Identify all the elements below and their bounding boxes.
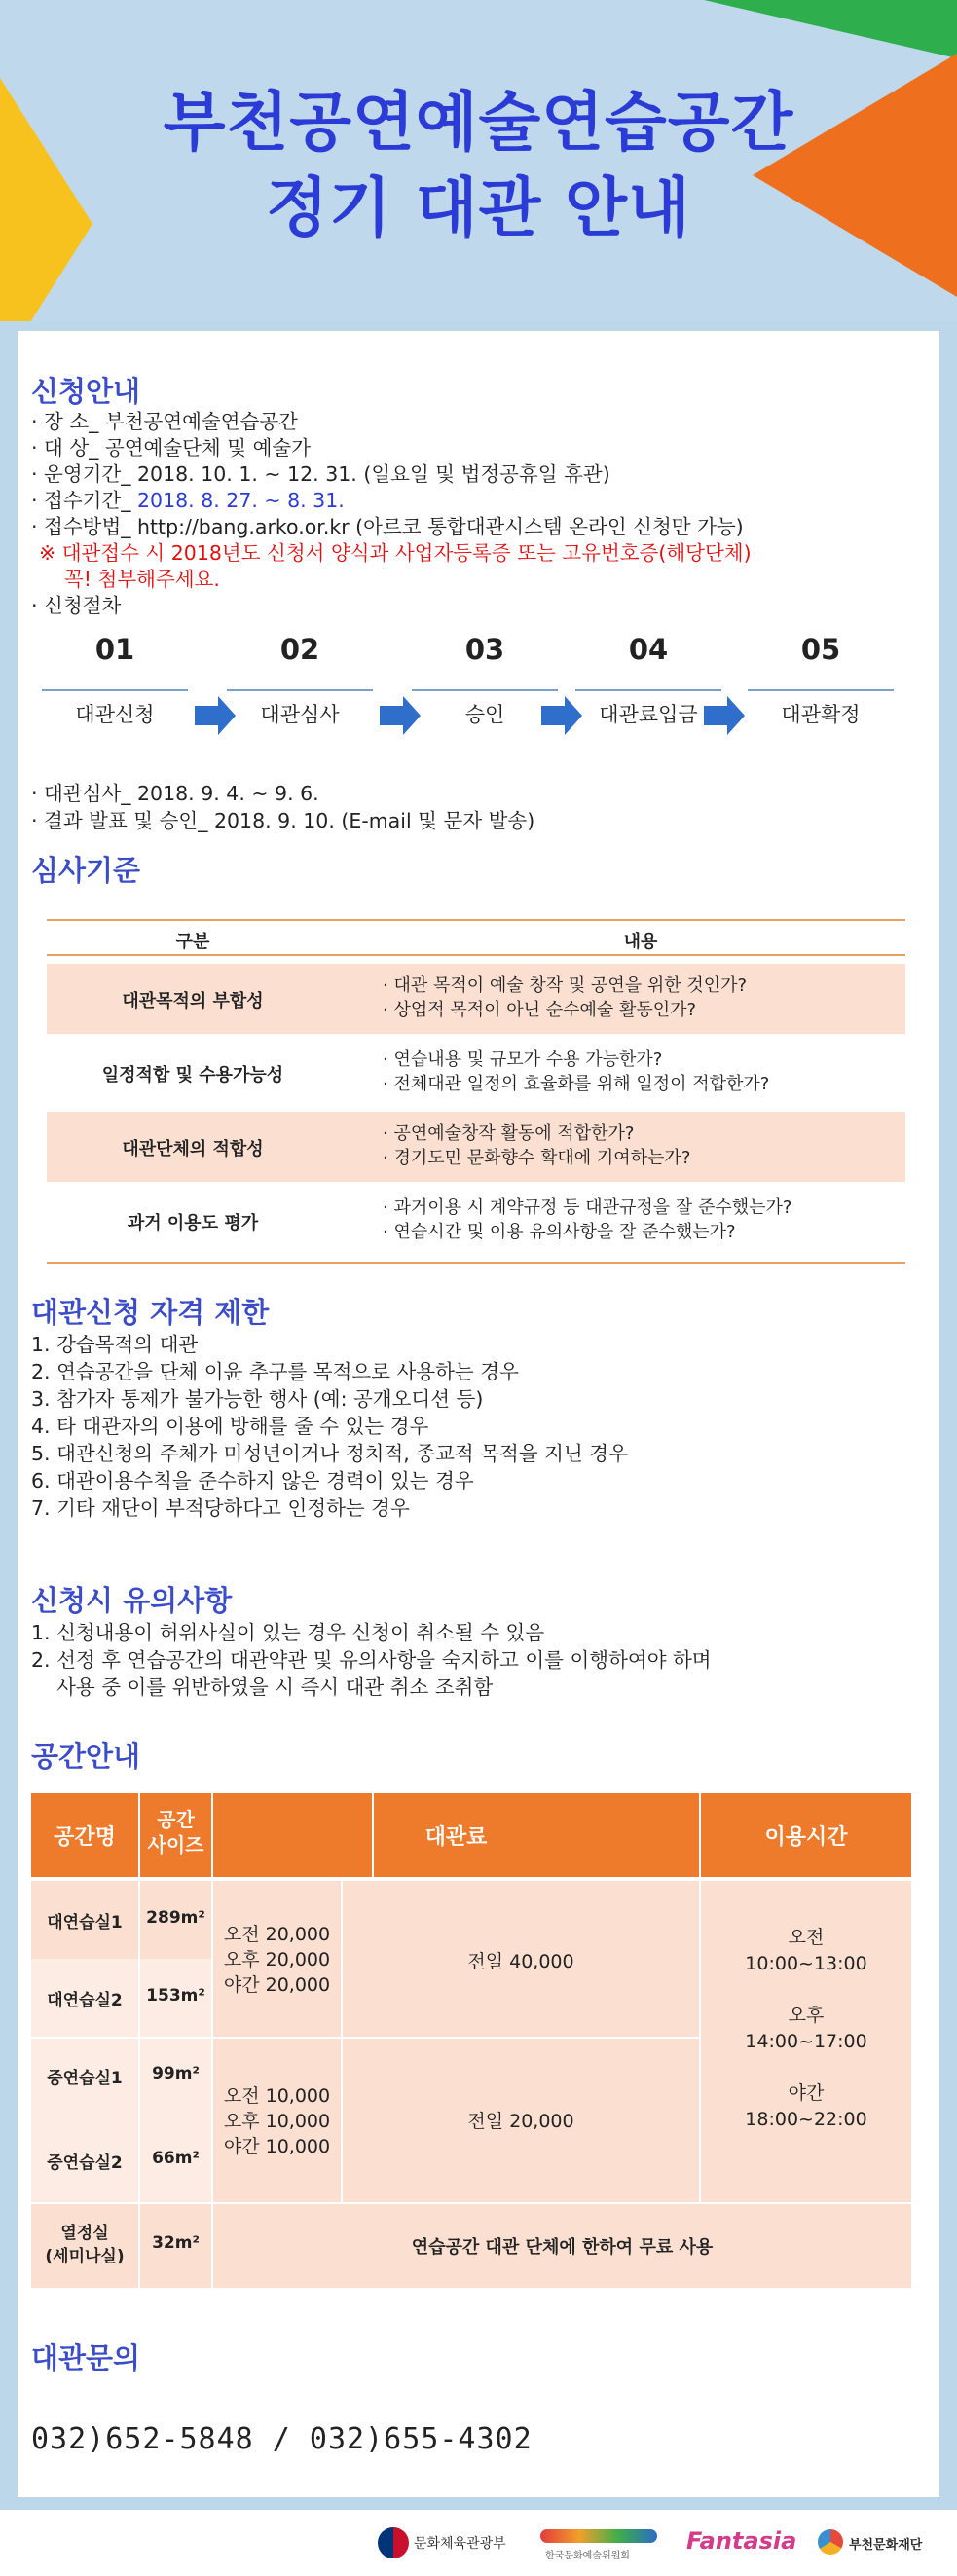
arrow-right-icon xyxy=(704,696,745,735)
notice-item: 사용 중 이를 위반하였을 시 즉시 대관 취소 조취함 xyxy=(31,1675,494,1699)
criteria-col2: 내용 xyxy=(623,932,658,952)
notice-heading: 신청시 유의사항 xyxy=(31,1584,233,1617)
col-space-name: 공간명 xyxy=(54,1825,116,1850)
room-name: 중연습실1 xyxy=(47,2069,123,2088)
criteria-row: 대관단체의 적합성 · 공연예술창작 활동에 적합한가? · 경기도민 문화향수 확대에 기여하는가? xyxy=(47,1112,905,1182)
step-number: 02 xyxy=(279,633,320,666)
apply-heading: 신청안내 xyxy=(31,375,141,408)
step-label: 대관료입금 xyxy=(575,689,721,728)
col-space-size: 공간 사이즈 xyxy=(147,1808,204,1857)
arko-label: 한국문화예술위원회 xyxy=(545,2551,630,2561)
apply-target: · 대 상_ 공연예술단체 및 예술가 xyxy=(31,436,311,460)
page-title-line2: 정기 대관 안내 xyxy=(266,170,691,245)
ministry-logo-icon xyxy=(378,2527,409,2558)
apply-warning-2: 꼭! 첨부해주세요. xyxy=(64,568,220,591)
content-panel xyxy=(18,331,939,2497)
criteria-bottom-rule xyxy=(47,1262,905,1264)
room-size: 153m² xyxy=(146,1986,205,2006)
restrict-item: 5. 대관신청의 주체가 미성년이거나 정치적, 종교적 목적을 지닌 경우 xyxy=(31,1442,628,1465)
room-name: 대연습실2 xyxy=(47,1991,123,2010)
criteria-row: 과거 이용도 평가 · 과거이용 시 계약규정 등 대관규정을 잘 준수했는가? · 연습시간 및 이용 유의사항을 잘 준수했는가? xyxy=(127,1197,792,1242)
restrict-item: 6. 대관이용수칙을 준수하지 않은 경력이 있는 경우 xyxy=(31,1469,474,1492)
room-size: 99m² xyxy=(152,2064,200,2083)
apply-place: · 장 소_ 부천공연예술연습공간 xyxy=(31,410,298,433)
criteria-header xyxy=(47,919,905,956)
header-banner xyxy=(0,0,957,321)
apply-procedure: · 신청절차 xyxy=(31,594,122,617)
step-label: 대관심사 xyxy=(227,689,373,728)
fee-large-day: 전일 40,000 xyxy=(467,1951,574,1972)
procedure-steps xyxy=(18,623,939,750)
fee-medium: 오전 10,000 오후 10,000 야간 10,000 xyxy=(223,2085,331,2157)
room-size: 32m² xyxy=(152,2233,200,2253)
ministry-label: 문화체육관광부 xyxy=(414,2536,506,2552)
space-table xyxy=(31,1793,911,2288)
restrict-item: 3. 참가자 통제가 불가능한 행사 (예: 공개오디션 등) xyxy=(31,1387,484,1411)
step-label: 승인 xyxy=(412,689,558,728)
notice-item: 1. 신청내용이 허위사실이 있는 경우 신청이 취소될 수 있음 xyxy=(31,1621,545,1644)
restrict-heading: 대관신청 자격 제한 xyxy=(31,1296,270,1329)
room-name: 대연습실1 xyxy=(47,1913,123,1932)
foundation-label: 부천문화재단 xyxy=(849,2538,923,2553)
step-number: 01 xyxy=(94,633,135,666)
fee-medium-day: 전일 20,000 xyxy=(467,2111,574,2132)
review-period: · 대관심사_ 2018. 9. 4. ~ 9. 6. xyxy=(31,782,319,805)
footer-logos xyxy=(0,2510,957,2576)
step-number: 03 xyxy=(464,633,505,666)
foundation-logo-icon xyxy=(818,2529,843,2555)
hours-list: 오전 10:00~13:00 오후 14:00~17:00 야간 18:00~22:00 xyxy=(745,1927,867,2130)
restrict-item: 7. 기타 재단이 부적당하다고 인정하는 경우 xyxy=(31,1496,410,1520)
apply-warning: ※ 대관접수 시 2018년도 신청서 양식과 사업자등록증 또는 고유번호증(해당단체) xyxy=(39,541,752,565)
notice-item: 2. 선정 후 연습공간의 대관약관 및 유의사항을 숙지하고 이를 이행하여야 하며 xyxy=(31,1648,712,1672)
step-label: 대관확정 xyxy=(748,689,894,728)
criteria-row: 대관목적의 부합성 · 대관 목적이 예술 창작 및 공연을 위한 것인가? · 상업적 목적이 아닌 순수예술 활동인가? xyxy=(47,964,905,1034)
restrict-item: 1. 강습목적의 대관 xyxy=(31,1333,199,1356)
col-fee: 대관료 xyxy=(424,1825,488,1850)
criteria-row: 일정적합 및 수용가능성 · 연습내용 및 규모가 수용 가능한가? · 전체대관 일정의 효율화를 위해 일정이 적합한가? xyxy=(101,1049,770,1094)
step-number: 04 xyxy=(628,633,669,666)
apply-method: · 접수방법_ http://bang.arko.or.kr (아르코 통합대관시스템 온라인 신청만 가능) xyxy=(31,515,744,538)
arko-logo-icon xyxy=(540,2529,657,2543)
criteria-col1: 구분 xyxy=(175,932,210,952)
step-number: 05 xyxy=(800,633,841,666)
col-hours: 이용시간 xyxy=(764,1825,848,1850)
restrict-item: 2. 연습공간을 단체 이윤 추구를 목적으로 사용하는 경우 xyxy=(31,1360,519,1383)
page-title-line1: 부천공연예술연습공간 xyxy=(163,85,794,160)
contact-heading: 대관문의 xyxy=(31,2341,141,2374)
apply-period: · 운영기간_ 2018. 10. 1. ~ 12. 31. (일요일 및 법정공휴일 휴관) xyxy=(31,462,610,486)
space-heading: 공간안내 xyxy=(31,1740,141,1773)
room-name: 중연습실2 xyxy=(47,2153,123,2173)
apply-reception: · 접수기간_ 2018. 8. 27. ~ 8. 31. xyxy=(31,489,345,512)
room-name: 열정실 (세미나실) xyxy=(45,2224,125,2266)
contact-phone: 032)652-5848 / 032)655-4302 xyxy=(31,2422,533,2456)
room-size: 66m² xyxy=(152,2149,200,2168)
step-label: 대관신청 xyxy=(42,689,188,728)
green-triangle-decoration xyxy=(704,0,957,58)
criteria-heading: 심사기준 xyxy=(31,854,141,887)
seminar-free-note: 연습공간 대관 단체에 한하여 무료 사용 xyxy=(411,2237,714,2258)
restrict-item: 4. 타 대관자의 이용에 방해를 줄 수 있는 경우 xyxy=(31,1415,429,1438)
result-date: · 결과 발표 및 승인_ 2018. 9. 10. (E-mail 및 문자 발송) xyxy=(31,809,535,832)
fee-large: 오전 20,000 오후 20,000 야간 20,000 xyxy=(223,1924,331,1996)
room-size: 289m² xyxy=(146,1908,205,1928)
fantasia-logo: Fantasia xyxy=(686,2527,797,2555)
